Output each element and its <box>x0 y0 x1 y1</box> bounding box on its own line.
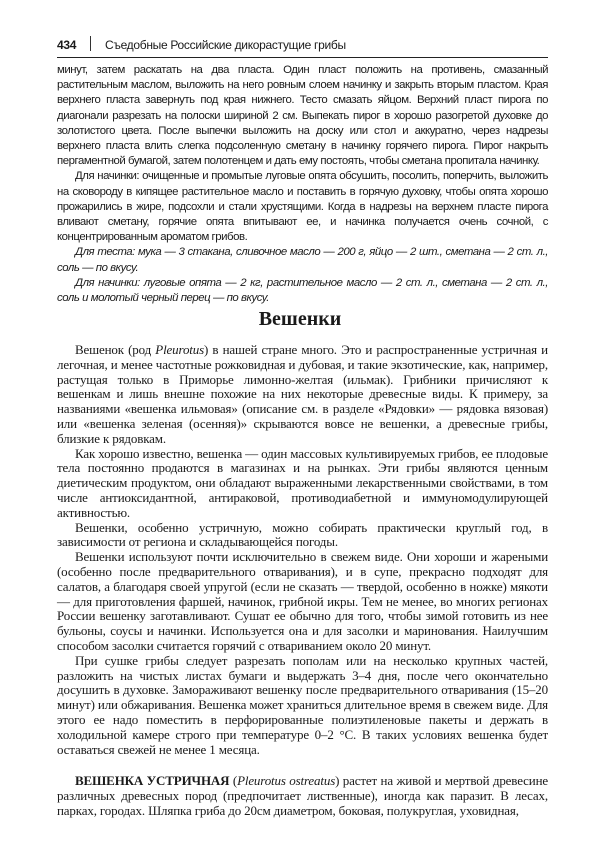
running-title: Съедобные Российские дикорастущие грибы <box>105 38 346 52</box>
latin-name: Pleurotus <box>155 342 205 357</box>
body-paragraph: Вешенки используют почти исключительно в свежем виде. Они хороши и жареными (особенно после предварительного отваривания), и в супе, прекрасно подходят для салатов, а благодаря своей упругой (если не сказать — твердой, особенно в ножке) мякоти — для приготовления фаршей, начинок, грибной икры. Тем не менее, во многих регионах России вешенку заготавливают. Сушат ее обычно для того, чтобы зимой готовить из нее бульоны, соусы и начинки. Используется она и для засолки и маринования. Наилучшим способом засолки считается горячий с отвариванием около 20 минут. <box>57 549 548 653</box>
page-number: 434 <box>57 38 77 52</box>
header-rule <box>57 57 548 58</box>
ingredients-dough: Для теста: мука — 3 стакана, сливочное масло — 200 г, яйцо — 2 шт., сметана — 2 ст. л., соль — по вкусу. <box>57 246 548 274</box>
ingredients-filling: Для начинки: луговые опята — 2 кг, растительное масло — 2 ст. л., сметана — 2 ст. л., соль и молотый черный перец — по вкусу. <box>57 276 548 305</box>
species-paragraph <box>57 774 548 818</box>
recipe-paragraph: Для начинки: очищенные и промытые луговые опята обсушить, посолить, поперчить, выложить на сковороду в кипящее растительное масло и поставить в горячую духовку, чтобы опята хорошо прожарились в жире, подсохли и стали хрустящими. Когда в надрезы на верхнем пласте пирога вливают сметану, горячие опята впитывают ее, и начинка получается очень сочной, с концентрированным ароматом грибов. <box>57 170 548 244</box>
body-paragraph: Как хорошо известно, вешенка — один массовых культивируемых грибов, ее плодовые тела постоянно продаются в магазинах и на рынках. Эти грибы являются ценным диетическим продуктом, они обладают выраженными лекарственными свойствами, в том числе антиоксидантной, антираковой, противодиабетной и иммуномодулирующей активностью. <box>57 445 548 520</box>
header-separator <box>90 36 91 51</box>
recipe-paragraph: минут, затем раскатать на два пласта. Один пласт положить на противень, смазанный растительным маслом, выложить на него ровным слоем начинку и закрыть вторым пластом. Края верхнего пласта завернуть под края нижнего. Тесто смазать яйцом. Верхний пласт пирога по диагонали разрезать на полоски шириной 2 см. Выпекать пирог в хорошо разогретой духовке до золотистого цвета. После выпечки выложить на доску или стол и аккуратно, через надрезы верхнего пласта влить слегка подсоленную сметану в начинку горячего пирога. Пирог накрыть пергаментной бумагой, затем полотенцем и дать ему постоять, чтобы сметана пропитала начинку. <box>57 64 548 168</box>
text: ) в нашей стране много. Это и распространенные устричная и легочная, и менее частотные рожковидная и дубовая, и такие экзотические, как, например, растущая только в Приморье лимонно-желтая (ильмак). Грибники причисляют к вешенкам и лишь внешне похожие на них некоторые древесные виды. К примеру, за названиями «вешенка ильмовая» (описание см. в разделе «Рядовки» — рядовка вязовая) или «вешенка зеленая (осенняя)» скрываются вовсе не вешенки, а древесные грибы, близкие к рядовкам. <box>57 342 548 446</box>
recipe-continuation <box>57 63 548 306</box>
text: ) растет на живой и мертвой древесине различных древесных пород (предпочитает лиственные), иногда как паразит. В лесах, парках, городах. Шляпка гриба до 20см диаметром, боковая, полукруглая, уховидная, <box>57 773 548 818</box>
species-latin: Pleurotus ostreatus <box>237 773 336 788</box>
body-paragraph: Вешенки, особенно устричную, можно собирать практически круглый год, в зависимости от региона и складывающейся погоды. <box>57 519 548 550</box>
text: ( <box>229 773 238 788</box>
text: Вешенок (род <box>75 342 156 357</box>
species-entry <box>57 774 548 818</box>
body-paragraph <box>57 343 548 447</box>
body-paragraph: При сушке грибы следует разрезать пополам или на несколько крупных частей, разложить на чистых листах бумаги и выдержать 3–4 дня, после чего окончательно досушить в духовке. Замораживают вешенку после предварительного отваривания (15–20 минут) или обжаривания. Вешенка может храниться длительное время в свежем виде. Для этого ее надо поместить в перфорированные полиэтиленовые пакеты и держать в холодильной камере строго при температуре 0–2 °С. В таких условиях вешенка будет оставаться свежей не менее 1 месяца. <box>57 652 548 757</box>
species-name: ВЕШЕНКА УСТРИЧНАЯ <box>75 773 230 788</box>
section-body <box>57 343 548 757</box>
section-heading: Вешенки <box>258 308 342 330</box>
running-header <box>57 36 548 56</box>
